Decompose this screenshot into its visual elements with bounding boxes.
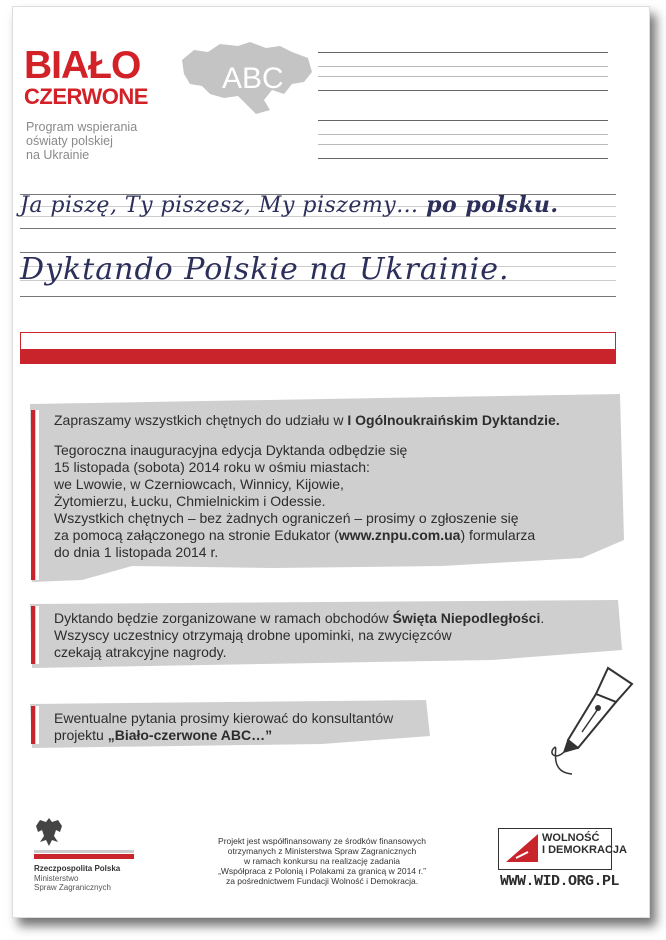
wid-name	[542, 832, 627, 856]
subtitle-line: oświaty polskiej	[26, 134, 113, 148]
project-funding-note	[192, 836, 452, 886]
wid-line2: I DEMOKRACJA	[542, 844, 627, 856]
project-line: w ramach konkursu na realizację zadania	[244, 856, 400, 866]
box-accent-red	[31, 706, 35, 744]
box2-bold: Święta Niepodległości	[392, 610, 541, 626]
ruled-line	[20, 228, 616, 229]
fountain-pen-icon	[538, 662, 638, 782]
page-title: Dyktando Polskie na Ukrainie.	[20, 252, 510, 287]
rp-ministry: Ministerstwo	[34, 874, 79, 883]
box3-line: projektu	[54, 727, 108, 743]
box-accent-red	[31, 410, 35, 580]
wid-line1: WOLNOŚĆ	[542, 832, 600, 844]
project-line: „Współpraca z Polonią i Polakami za granicą w 2014 r.”	[218, 866, 426, 876]
box2-line: Dyktando będzie zorganizowane w ramach obchodów	[54, 610, 393, 626]
slogan	[20, 192, 559, 218]
box1-url[interactable]: www.znpu.com.ua	[338, 527, 461, 543]
box1-line: do dnia 1 listopada 2014 r.	[54, 544, 219, 560]
polish-eagle-icon	[34, 816, 64, 848]
subtitle-line: na Ukrainie	[26, 148, 90, 162]
ruled-line	[318, 144, 608, 145]
ruled-line	[318, 90, 608, 91]
info-box-3	[54, 710, 454, 744]
wid-triangle-icon	[504, 832, 540, 864]
box-accent-red	[31, 606, 35, 664]
ruled-line	[20, 296, 616, 297]
box1-line: Tegoroczna inauguracyjna edycja Dyktanda odbędzie się	[54, 442, 408, 458]
box1-intro: Zapraszamy wszystkich chętnych do udziału w	[54, 412, 348, 428]
box2-line: .	[540, 610, 545, 626]
box1-line: Żytomierzu, Łucku, Chmielnickim i Odessie.	[54, 493, 326, 509]
ruled-line	[318, 76, 608, 77]
box2-line: czekają atrakcyjne nagrody.	[54, 644, 227, 660]
ruled-line	[318, 158, 608, 159]
logo-subtitle	[26, 120, 196, 162]
box-accent-white	[36, 606, 39, 664]
slogan-text: Ja piszę, Ty piszesz, My piszemy…	[20, 193, 427, 218]
ruled-line	[318, 120, 608, 121]
box1-line: Wszystkich chętnych – bez żadnych ograniczeń – prosimy o zgłoszenie się	[54, 510, 519, 526]
flag-red-stripe	[20, 350, 616, 364]
box1-line: 15 listopada (sobota) 2014 roku w ośmiu miastach:	[54, 459, 370, 475]
logo-line2: CZERWONE	[24, 84, 148, 109]
box1-intro-bold: I Ogólnoukraińskim Dyktandzie.	[347, 412, 560, 428]
subtitle-line: Program wspierania	[26, 120, 138, 134]
rp-white-stripe	[34, 850, 134, 853]
flag-white-stripe	[20, 332, 616, 350]
ruled-line	[318, 134, 608, 135]
box-accent-white	[36, 410, 39, 580]
project-line: Projekt jest współfinansowany ze środków finansowych	[218, 836, 426, 846]
box1-line: we Lwowie, w Czerniowcach, Winnicy, Kijowie,	[54, 476, 344, 492]
wid-url[interactable]: WWW.WID.ORG.PL	[500, 873, 620, 890]
ruled-line	[318, 66, 608, 67]
info-box-2	[54, 610, 614, 661]
box2-line: Wszyscy uczestnicy otrzymają drobne upominki, na zwycięzców	[54, 627, 452, 643]
project-line: otrzymanych z Ministerstwa Spraw Zagranicznych	[227, 846, 417, 856]
logo-line1: BIAŁO	[24, 44, 141, 87]
rp-name: Rzeczpospolita Polska	[34, 864, 121, 873]
box1-line: ) formularza	[460, 527, 536, 543]
ruled-line	[318, 52, 608, 53]
project-line: za pośrednictwem Fundacji Wolność i Demokracja.	[225, 876, 419, 886]
rp-ministry-name: Spraw Zagranicznych	[34, 883, 111, 892]
slogan-bold: po polsku.	[426, 192, 559, 218]
rp-red-stripe	[34, 854, 134, 859]
box3-line: Ewentualne pytania prosimy kierować do konsultantów	[54, 710, 394, 726]
box3-bold: „Biało-czerwone ABC…”	[107, 727, 273, 743]
box1-line: za pomocą załączonego na stronie Edukator (	[54, 527, 339, 543]
box-accent-white	[36, 706, 39, 744]
logo-abc: ABC	[222, 62, 284, 95]
info-box-1	[54, 412, 624, 561]
